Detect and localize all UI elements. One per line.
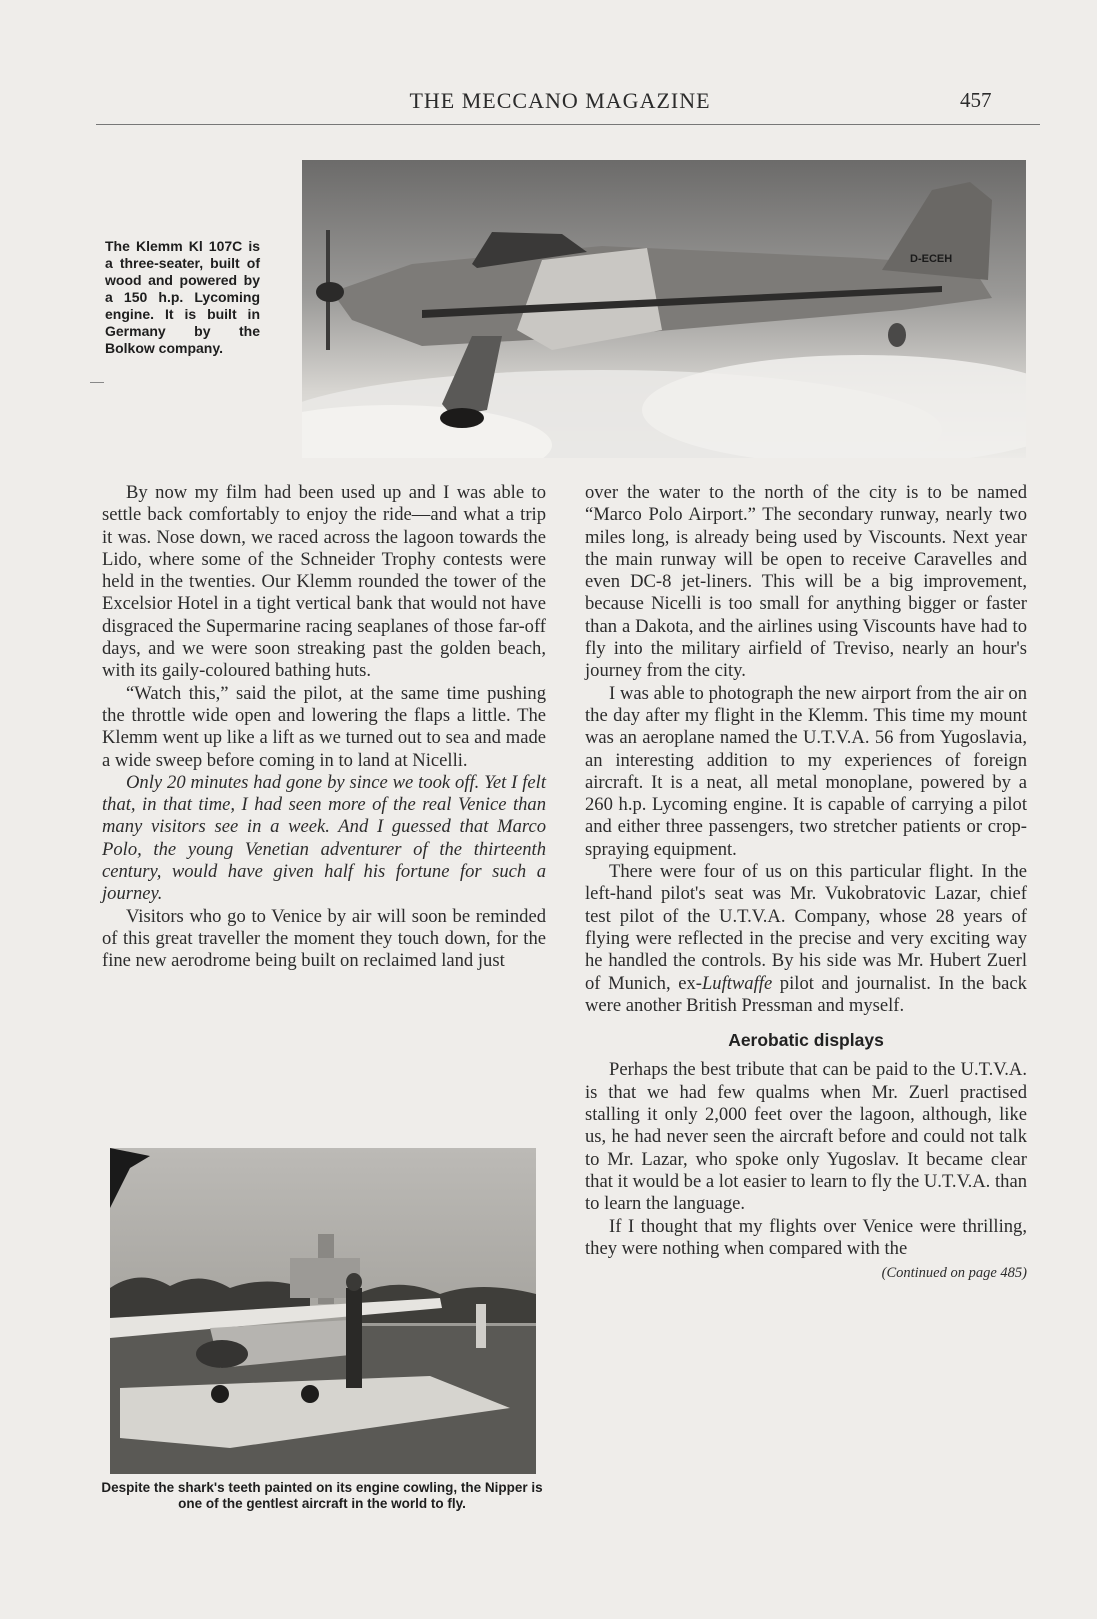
top-photo-caption: The Klemm Kl 107C is a three-seater, built of wood and powered by a 150 h.p. Lycoming engine. It is built in Germany by the Bolkow company. <box>105 238 260 356</box>
paragraph: over the water to the north of the city is to be named “Marco Polo Airport.” The secondary runway, nearly two miles long, is already being used by Viscounts. Next year the main runway will be open to receive Caravelles and even DC-8 jet-liners. This will be a big improvement, because Nicelli is too small for anything bigger or faster than a Dakota, and the airlines using Viscounts have had to fly into the military airfield of Treviso, nearly an hour's journey from the city. <box>585 482 1027 682</box>
emphasis-text: Luftwaffe <box>701 972 773 994</box>
paragraph: Visitors who go to Venice by air will soon be reminded of this great traveller the moment they touch down, for the fine new aerodrome being built on reclaimed land just <box>102 905 546 972</box>
header-rule <box>96 124 1040 125</box>
bottom-photo-caption: Despite the shark's teeth painted on its engine cowling, the Nipper is one of the gentlest aircraft in the world to fly. <box>101 1480 543 1511</box>
continued-note: (Continued on page 485) <box>881 1265 1027 1282</box>
paragraph <box>585 861 1027 1017</box>
right-text-column <box>585 482 1027 1284</box>
page-number: 457 <box>960 88 992 112</box>
left-text-column <box>102 482 546 973</box>
paragraph-text: pilot and journalist. In the back were another British Pressman and myself. <box>585 972 1027 1016</box>
klemm-aircraft-illustration <box>302 160 1026 458</box>
nipper-aircraft-photo <box>110 1148 536 1474</box>
nipper-aircraft-illustration <box>110 1148 536 1474</box>
paragraph: “Watch this,” said the pilot, at the same time pushing the throttle wide open and lowering the flaps a little. The Klemm went up like a lift as we turned out to sea and made a wide sweep before coming in to land at Nicelli. <box>102 682 546 771</box>
italic-paragraph: Only 20 minutes had gone by since we took off. Yet I felt that, in that time, I had seen more of the real Venice than many visitors see in a week. And I guessed that Marco Polo, the young Venetian adventurer of the thirteenth century, would have given half his fortune for such a journey. <box>102 771 546 905</box>
paragraph-text: There were four of us on this particular flight. In the left-hand pilot's seat was Mr. Vukobratovic Lazar, chief test pilot of the U.T.V.A. Company, whose 28 years of flying were reflected in the precise and very exciting way he handled the controls. By his side was Mr. Hubert Zuerl of Munich, ex- <box>585 861 1027 994</box>
paragraph: Perhaps the best tribute that can be paid to the U.T.V.A. is that we had few qualms when Mr. Zuerl practised stalling it only 2,000 feet over the lagoon, although, like us, he had never seen the aircraft before and could not talk to Mr. Lazar, who spoke only Yugoslav. It became clear that it would be a lot easier to learn to fly the U.T.V.A. than to learn the language. <box>585 1059 1027 1215</box>
paragraph: I was able to photograph the new airport from the air on the day after my flight in the Klemm. This time my mount was an aeroplane named the U.T.V.A. 56 from Yugoslavia, an interesting addition to my experiences of foreign aircraft. It is a neat, all metal monoplane, powered by a 260 h.p. Lycoming engine. It is capable of carrying a pilot and either three passengers, two stretcher patients or crop-spraying equipment. <box>585 682 1027 860</box>
aircraft-registration: D-ECEH <box>910 253 953 265</box>
magazine-title: THE MECCANO MAGAZINE <box>409 88 711 113</box>
paragraph: By now my film had been used up and I was able to settle back comfortably to enjoy the ride—and what a trip it was. Nose down, we raced across the lagoon towards the Lido, where some of the Schneider Trophy contests were held in the twenties. Our Klemm rounded the tower of the Excelsior Hotel in a tight vertical bank that would not have disgraced the Supermarine racing seaplanes of those far-off days, and we were soon streaking past the golden beach, with its gaily-coloured bathing huts. <box>102 482 546 682</box>
section-subheading: Aerobatic displays <box>728 1030 884 1051</box>
caption-pointer <box>90 382 104 383</box>
paragraph-text: If I thought that my flights over Venice were thrilling, they were nothing when compared with the <box>585 1215 1027 1259</box>
klemm-aircraft-photo <box>302 160 1026 458</box>
paragraph <box>585 1215 1027 1282</box>
